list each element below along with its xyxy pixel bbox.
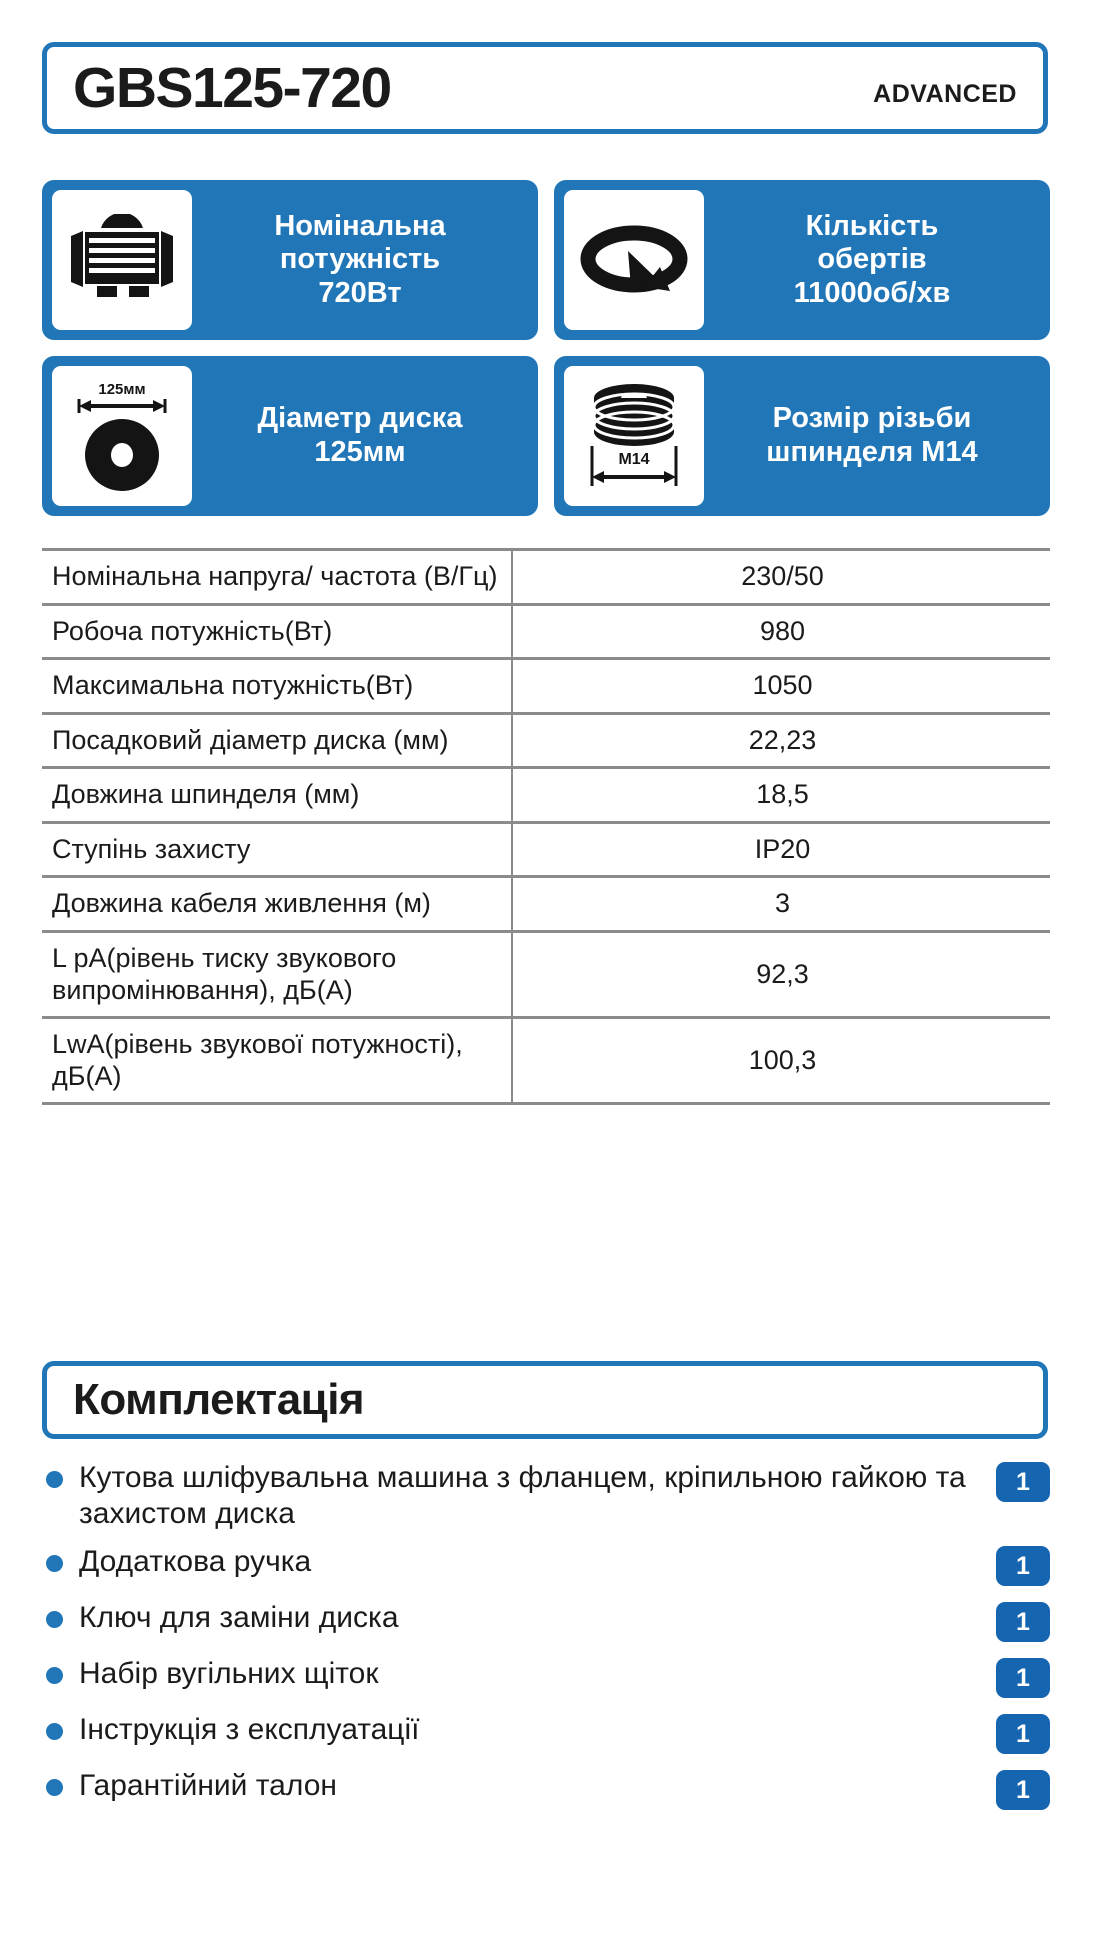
status-badge: 1 (996, 1602, 1050, 1642)
bullet-icon (46, 1723, 63, 1740)
spec-value: 230/50 (741, 561, 824, 591)
page-title: GBS125-720 (73, 55, 391, 120)
spec-label: Максимальна потужність(Вт) (42, 659, 512, 714)
package-item-label: Інструкція з експлуатації (79, 1713, 420, 1746)
feature-rated-power-label (192, 210, 528, 311)
status-badge: 1 (996, 1714, 1050, 1754)
specifications-table-body (42, 550, 1050, 1104)
spec-label: Номінальна напруга/ частота (В/Гц) (42, 550, 512, 605)
package-item-label: Гарантійний талон (79, 1769, 337, 1802)
spec-value: IP20 (754, 833, 811, 864)
feature-line-2: 125мм (314, 436, 406, 468)
spec-value: 22,23 (748, 724, 817, 755)
feature-grid (42, 180, 1050, 516)
spec-label: LwA(рівень звукової потужності), дБ(А) (42, 1018, 512, 1104)
status-badge: 1 (996, 1770, 1050, 1810)
feature-line-1: Кількість (805, 209, 939, 242)
spec-value: 1050 (752, 670, 813, 701)
specifications-table (42, 548, 1050, 1105)
rotation-arrow-icon (564, 190, 704, 330)
feature-rated-power (42, 180, 538, 340)
feature-disc-diameter-label (192, 402, 528, 469)
table-row (42, 659, 1050, 714)
bullet-icon (46, 1471, 63, 1488)
thread-dimension-label: M14 (618, 451, 650, 468)
bullet-icon (46, 1555, 63, 1572)
list-item (42, 1460, 1050, 1532)
table-row (42, 822, 1050, 877)
package-section-header (42, 1361, 1048, 1439)
feature-line-3: 720Вт (318, 276, 402, 309)
table-row (42, 932, 1050, 1018)
feature-line-1: Розмір різьби (772, 402, 972, 435)
table-row (42, 768, 1050, 823)
bullet-icon (46, 1779, 63, 1796)
table-row (42, 604, 1050, 659)
spindle-thread-icon (564, 366, 704, 506)
spec-label: Довжина кабеля живлення (м) (42, 877, 512, 932)
package-item-label: Додаткова ручка (79, 1545, 312, 1578)
spec-label: Ступінь захисту (42, 822, 512, 877)
feature-rotation-speed-label (704, 210, 1040, 311)
feature-spindle-thread-label (704, 402, 1040, 469)
list-item (42, 1544, 1050, 1588)
feature-line-1: Діаметр диска (257, 402, 463, 435)
feature-line-3: 11000об/хв (793, 276, 951, 309)
table-row (42, 1018, 1050, 1104)
feature-line-1: Номінальна (274, 209, 446, 242)
table-row (42, 550, 1050, 605)
feature-line-2: шпинделя М14 (766, 436, 978, 468)
spec-value: 3 (774, 888, 791, 919)
disc-dimension-label: 125мм (98, 381, 146, 398)
table-row (42, 877, 1050, 932)
package-item-label: Набір вугільних щіток (79, 1657, 379, 1690)
package-contents-list (42, 1460, 1050, 1824)
feature-spindle-thread (554, 356, 1050, 516)
feature-line-2: обертів (817, 243, 927, 276)
spec-value: 18,5 (756, 779, 809, 810)
list-item (42, 1600, 1050, 1644)
product-title-box (42, 42, 1048, 134)
grinding-disc-icon (52, 366, 192, 506)
status-badge: 1 (996, 1546, 1050, 1586)
spec-value: 92,3 (756, 958, 809, 989)
status-badge: 1 (996, 1462, 1050, 1502)
bullet-icon (46, 1667, 63, 1684)
list-item (42, 1712, 1050, 1756)
spec-label: Довжина шпинделя (мм) (42, 768, 512, 823)
spec-label: Посадковий діаметр диска (мм) (42, 713, 512, 768)
series-badge: ADVANCED (873, 79, 1017, 108)
bullet-icon (46, 1611, 63, 1628)
feature-line-2: потужність (279, 243, 441, 276)
list-item (42, 1656, 1050, 1700)
spec-label: Робоча потужність(Вт) (42, 604, 512, 659)
spec-label: L pA(рівень тиску звукового випромінювання), дБ(А) (42, 932, 512, 1018)
spec-value: 980 (759, 615, 806, 646)
table-row (42, 713, 1050, 768)
electric-motor-icon (52, 190, 192, 330)
list-item (42, 1768, 1050, 1812)
feature-disc-diameter (42, 356, 538, 516)
package-section-title: Комплектація (73, 1375, 365, 1424)
package-item-label: Ключ для заміни диска (79, 1601, 399, 1634)
package-item-label: Кутова шліфувальна машина з фланцем, кріпильною гайкою та захистом диска (79, 1461, 966, 1530)
status-badge: 1 (996, 1658, 1050, 1698)
spec-value: 100,3 (748, 1044, 817, 1075)
feature-rotation-speed (554, 180, 1050, 340)
